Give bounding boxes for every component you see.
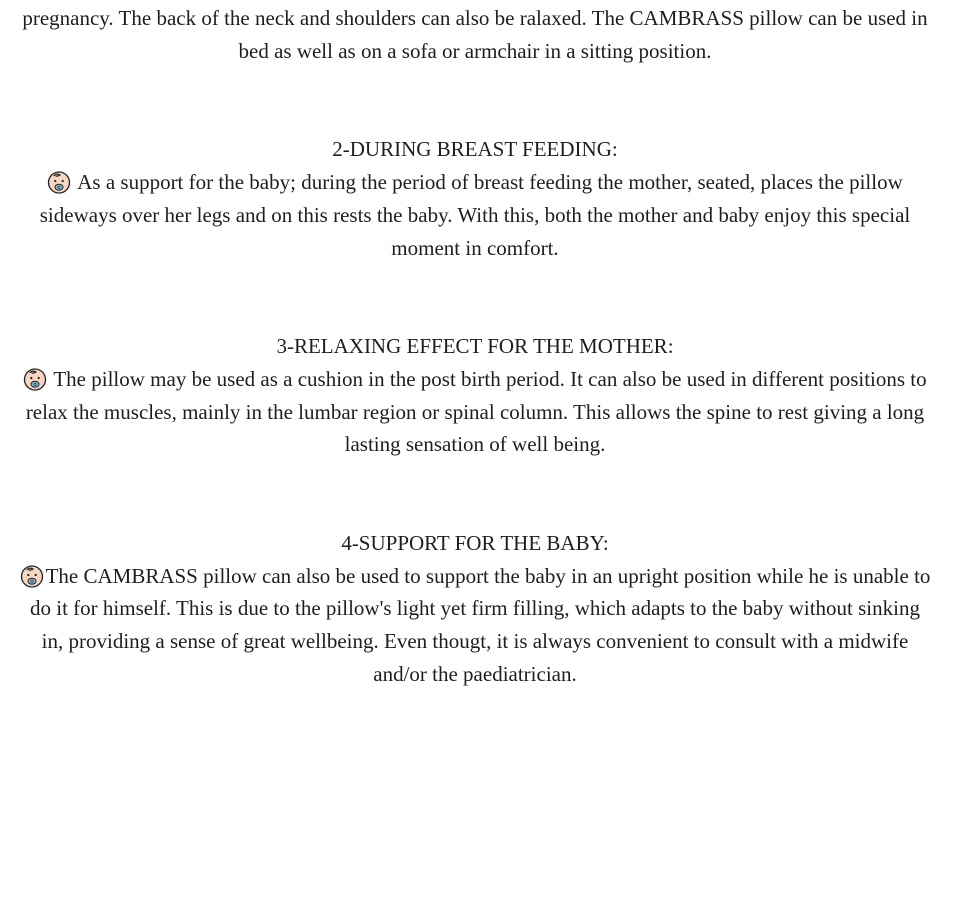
section-body-text: As a support for the baby; during the period of breast feeding the mother, seated, places the pillow sideways over her legs and on this rests the baby. With this, both the mother and baby enjoy this special moment in comfort. — [39, 169, 911, 260]
baby-face-icon — [47, 170, 71, 194]
section-spacer — [18, 264, 932, 330]
intro-paragraph: pregnancy. The back of the neck and shoulders can also be ralaxed. The CAMBRASS pillow can be used in bed as well as on a sofa or armchair in a sitting position. — [22, 6, 928, 63]
section-spacer — [18, 461, 932, 527]
section-body-text: The CAMBRASS pillow can also be used to support the baby in an upright position while he is unable to do it for himself. This is due to the pillow's light yet firm filling, which adapts to the baby without sinking in, providing a sense of great wellbeing. Even thougt, it is always convenient to consult with a midwife and/or the paediatrician. — [30, 563, 931, 686]
section-heading-relaxing-effect: 3-RELAXING EFFECT FOR THE MOTHER: — [276, 333, 674, 358]
section-body-text: The pillow may be used as a cushion in the post birth period. It can also be used in different positions to relax the muscles, mainly in the lumbar region or spinal column. This allows the spine to rest giving a long lasting sensation of well being. — [25, 366, 927, 457]
section-body-support-baby — [18, 560, 932, 691]
baby-face-icon — [20, 564, 44, 588]
section-heading-support-baby: 4-SUPPORT FOR THE BABY: — [341, 530, 609, 555]
section-body-relaxing-effect — [18, 363, 932, 461]
product-description — [18, 2, 932, 691]
section-heading-breast-feeding: 2-DURING BREAST FEEDING: — [332, 137, 618, 162]
section-spacer — [18, 68, 932, 134]
baby-face-icon — [23, 367, 47, 391]
section-body-breast-feeding — [18, 166, 932, 264]
